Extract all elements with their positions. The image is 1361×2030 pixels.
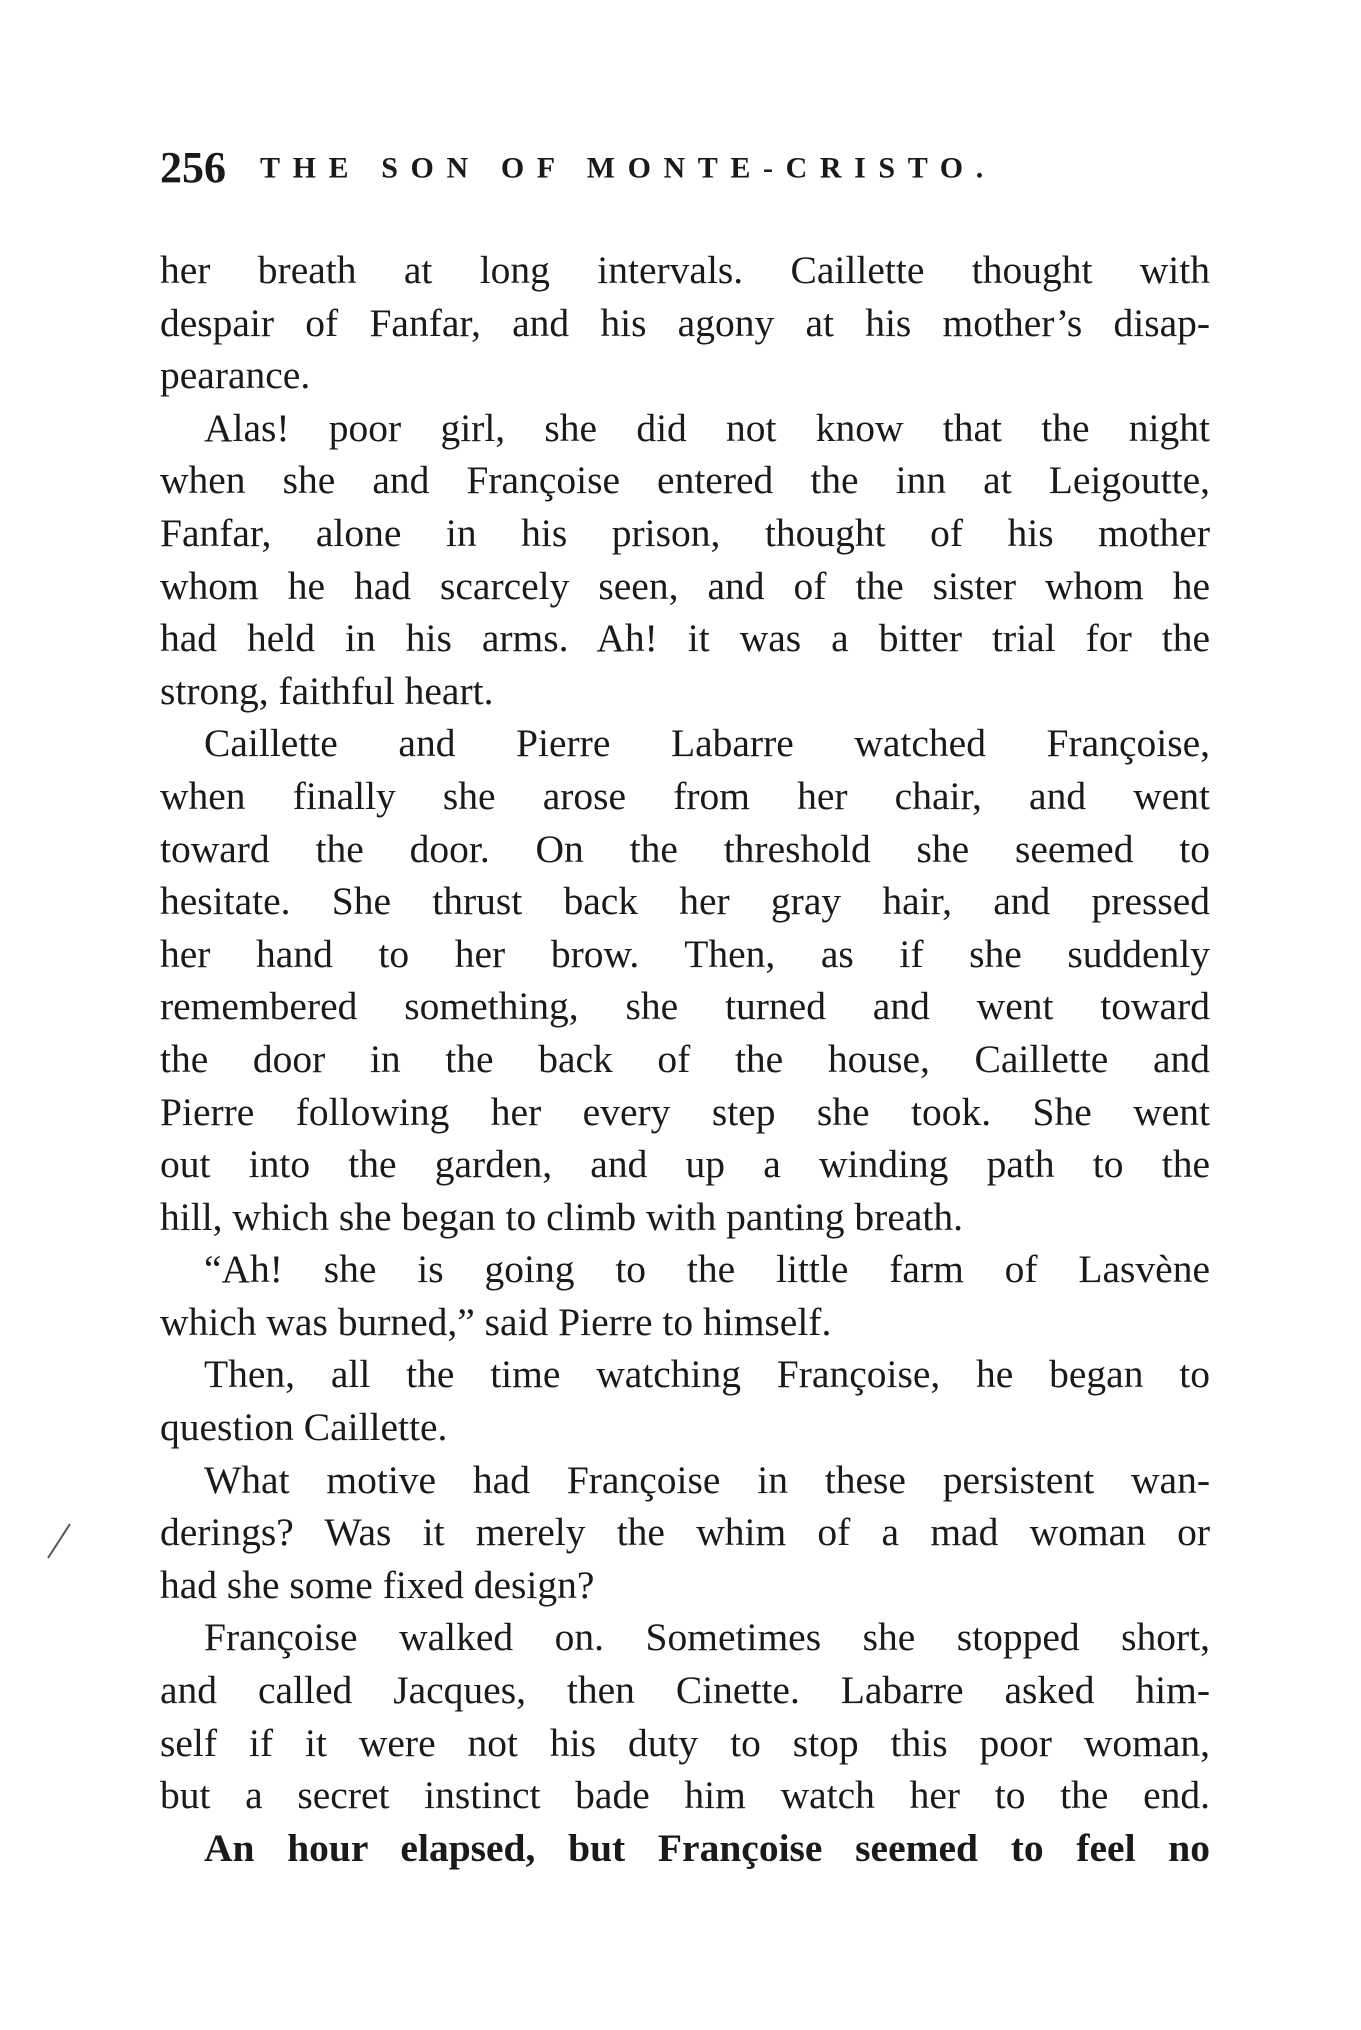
text-line: despair of Fanfar, and his agony at his mother’s disap-: [160, 300, 1210, 345]
text-line: “Ah! she is going to the little farm of Lasvène: [204, 1247, 1210, 1292]
text-line: had held in his arms. Ah! it was a bitter trial for the: [160, 616, 1210, 661]
text-line: Pierre following her every step she took. She went: [160, 1089, 1210, 1134]
text-line: self if it were not his duty to stop this poor woman,: [160, 1720, 1210, 1765]
book-page: [160, 138, 1210, 1874]
text-line: Françoise walked on. Sometimes she stopped short,: [204, 1615, 1210, 1660]
text-line: derings? Was it merely the whim of a mad woman or: [160, 1510, 1210, 1555]
text-line: pearance.: [160, 353, 311, 398]
text-line: Then, all the time watching Françoise, he began to: [204, 1352, 1210, 1397]
text-line: remembered something, she turned and went toward: [160, 984, 1210, 1029]
text-line: strong, faithful heart.: [160, 668, 494, 713]
body-text: [160, 244, 1210, 1874]
text-line: her hand to her brow. Then, as if she suddenly: [160, 931, 1210, 976]
text-line: the door in the back of the house, Caillette and: [160, 1036, 1210, 1081]
text-line: toward the door. On the threshold she seemed to: [160, 826, 1210, 871]
text-line: her breath at long intervals. Caillette thought with: [160, 248, 1210, 292]
running-title: THE SON OF MONTE-CRISTO.: [260, 151, 996, 185]
text-line: which was burned,” said Pierre to himself.: [160, 1299, 832, 1344]
text-line: Alas! poor girl, she did not know that the night: [204, 405, 1210, 450]
text-line: whom he had scarcely seen, and of the sister whom he: [160, 563, 1210, 608]
text-line: What motive had Françoise in these persistent wan-: [204, 1457, 1210, 1502]
page-header: [160, 138, 1210, 198]
text-line: Caillette and Pierre Labarre watched Françoise,: [204, 721, 1210, 766]
text-line: had she some fixed design?: [160, 1562, 595, 1607]
text-line: hesitate. She thrust back her gray hair, and pressed: [160, 879, 1210, 924]
text-line: when she and Françoise entered the inn at Leigoutte,: [160, 458, 1210, 503]
text-line: but a secret instinct bade him watch her to the end.: [160, 1773, 1210, 1818]
text-line: hill, which she began to climb with panting breath.: [160, 1194, 963, 1239]
text-line: Fanfar, alone in his prison, thought of his mother: [160, 510, 1210, 555]
page-number: 256: [160, 143, 226, 193]
text-line: An hour elapsed, but Françoise seemed to feel no: [204, 1825, 1210, 1870]
text-line: question Caillette.: [160, 1405, 448, 1450]
text-line: when finally she arose from her chair, and went: [160, 773, 1210, 818]
margin-pencil-mark: [40, 1518, 80, 1568]
text-line: out into the garden, and up a winding path to the: [160, 1142, 1210, 1187]
text-line: and called Jacques, then Cinette. Labarre asked him-: [160, 1668, 1210, 1713]
